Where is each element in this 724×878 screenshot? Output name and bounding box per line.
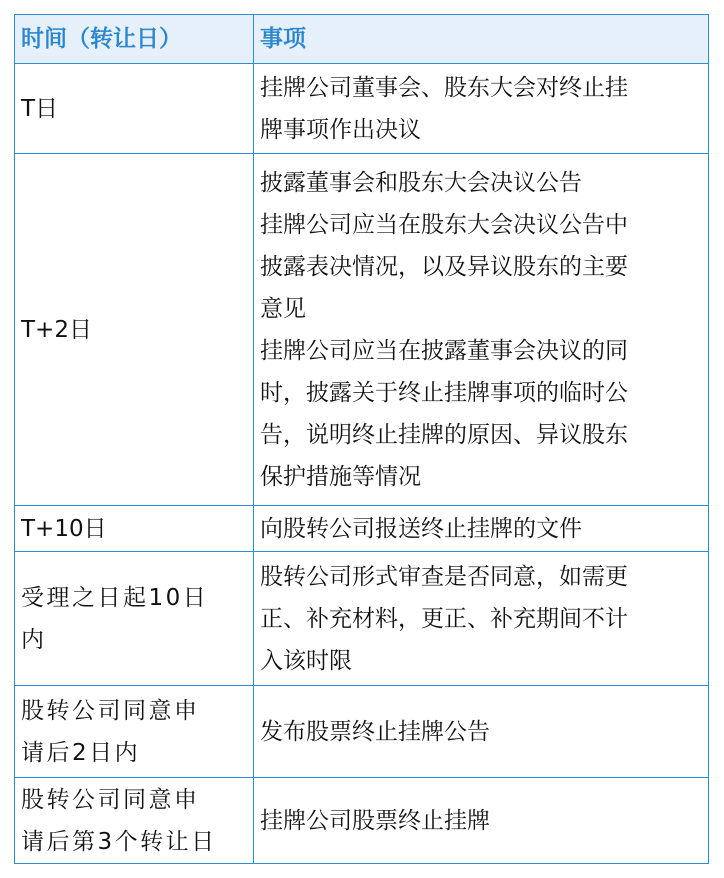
matter-line: 挂牌公司应当在披露董事会决议的同 — [260, 337, 628, 364]
table-row — [15, 154, 709, 506]
matter-line: 披露表决情况，以及异议股东的主要 — [260, 253, 628, 280]
matter-line: 入该时限 — [260, 647, 352, 674]
time-cell — [15, 506, 254, 552]
matter-line: 向股转公司报送终止挂牌的文件 — [260, 515, 582, 542]
matter-line: 牌事项作出决议 — [260, 116, 421, 143]
time-line: 股转公司同意申 — [21, 697, 200, 724]
time-line: T+2日 — [21, 316, 92, 343]
matter-line: 披露董事会和股东大会决议公告 — [260, 169, 582, 196]
matter-line: 告，说明终止挂牌的原因、异议股东 — [260, 421, 628, 448]
time-cell — [15, 64, 254, 154]
table-row — [15, 686, 709, 778]
termination-schedule-table-wrapper — [14, 14, 709, 864]
table-row — [15, 778, 709, 864]
time-cell — [15, 154, 254, 506]
time-line: 受理之日起10日 — [21, 584, 209, 611]
matter-cell — [254, 778, 709, 864]
matter-cell — [254, 506, 709, 552]
table-row — [15, 64, 709, 154]
matter-line: 挂牌公司股票终止挂牌 — [260, 807, 490, 834]
matter-cell — [254, 154, 709, 506]
matter-line: 股转公司形式审查是否同意，如需更 — [260, 563, 628, 590]
time-line: 股转公司同意申 — [21, 786, 200, 813]
matter-line: 意见 — [260, 295, 306, 322]
time-line: 内 — [21, 626, 47, 653]
matter-line: 保护措施等情况 — [260, 463, 421, 490]
time-line: 请后2日内 — [21, 739, 141, 766]
time-line: T日 — [21, 95, 59, 122]
matter-line: 时，披露关于终止挂牌事项的临时公 — [260, 379, 628, 406]
time-cell — [15, 686, 254, 778]
time-line: T+10日 — [21, 515, 107, 542]
time-line: 请后第3个转让日 — [21, 828, 217, 855]
matter-cell — [254, 64, 709, 154]
matter-line: 挂牌公司应当在股东大会决议公告中 — [260, 211, 628, 238]
table-row — [15, 506, 709, 552]
matter-line: 挂牌公司董事会、股东大会对终止挂 — [260, 74, 628, 101]
time-cell — [15, 552, 254, 686]
matter-line: 发布股票终止挂牌公告 — [260, 718, 490, 745]
header-matter: 事项 — [254, 15, 709, 64]
header-time: 时间（转让日） — [15, 15, 254, 64]
time-cell — [15, 778, 254, 864]
matter-line: 正、补充材料，更正、补充期间不计 — [260, 605, 628, 632]
matter-cell — [254, 686, 709, 778]
matter-cell — [254, 552, 709, 686]
termination-schedule-table — [14, 14, 709, 864]
table-header-row — [15, 15, 709, 64]
table-row — [15, 552, 709, 686]
